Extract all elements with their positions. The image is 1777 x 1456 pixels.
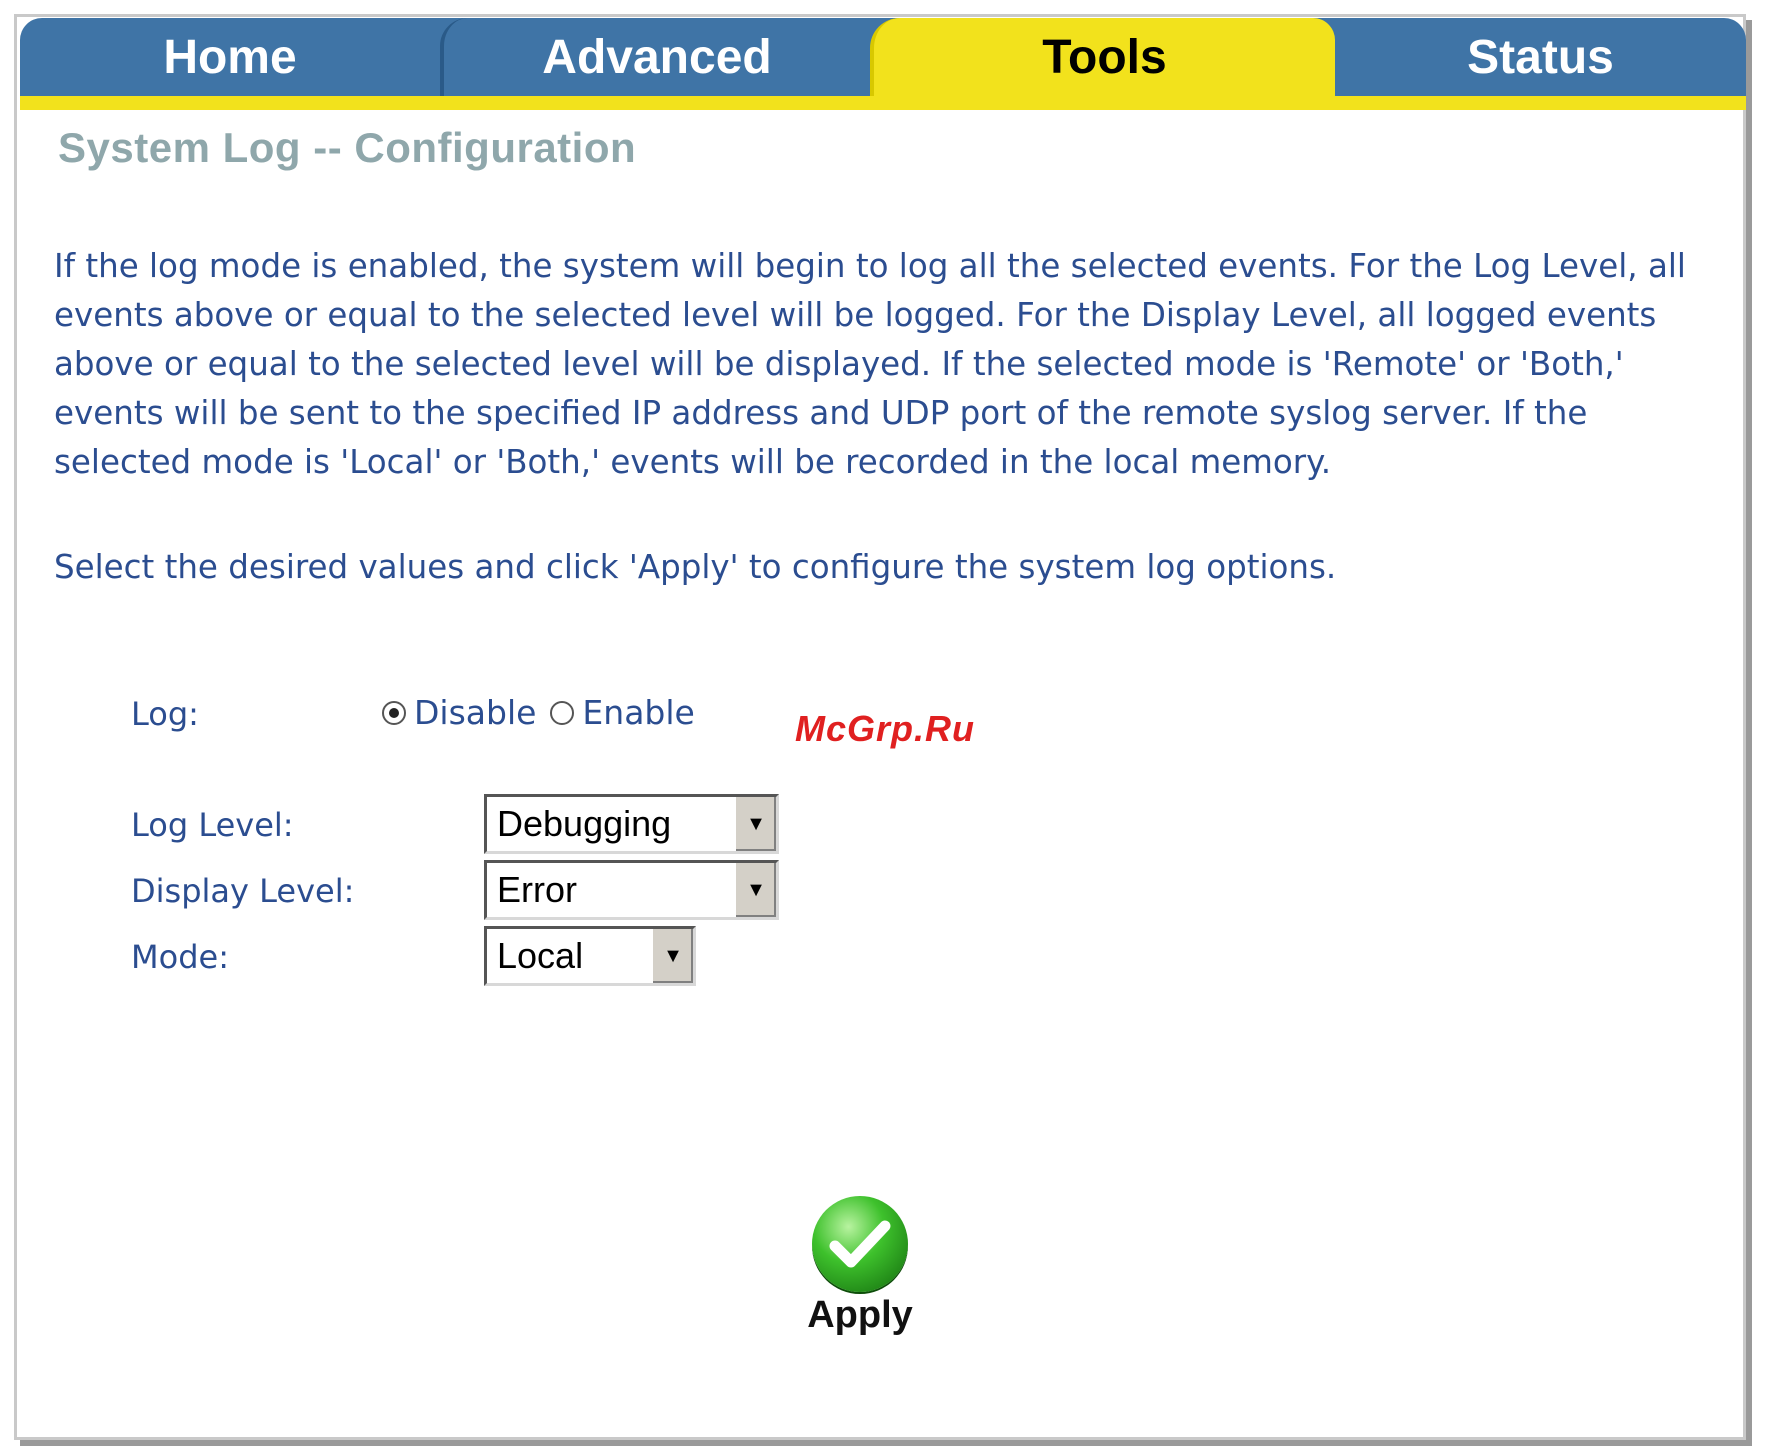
log-disable-option[interactable] (382, 693, 536, 732)
chevron-down-icon[interactable]: ▼ (651, 929, 693, 983)
watermark: McGrp.Ru (795, 708, 976, 749)
apply-button[interactable] (805, 1196, 915, 1337)
log-label: Log: (131, 695, 199, 733)
display-level-select[interactable] (484, 860, 779, 920)
tab-status[interactable]: Status (1467, 30, 1614, 84)
page-title: System Log -- Configuration (58, 124, 637, 171)
log-enable-option[interactable] (550, 693, 694, 732)
display-level-label: Display Level: (131, 872, 355, 910)
apply-label: Apply (807, 1294, 913, 1336)
tab-tools[interactable]: Tools (870, 18, 1335, 96)
radio-disable-label: Disable (414, 693, 537, 732)
log-level-value: Debugging (497, 803, 672, 844)
tab-underline-bar (20, 96, 1746, 110)
log-level-label: Log Level: (131, 806, 294, 844)
checkmark-icon (812, 1196, 908, 1292)
chevron-down-icon[interactable]: ▼ (734, 797, 776, 851)
mode-select[interactable] (484, 926, 696, 986)
mode-label: Mode: (131, 938, 229, 976)
instruction-text: Select the desired values and click 'Apply' to configure the system log options. (54, 548, 1337, 586)
radio-enable[interactable] (550, 701, 574, 725)
display-level-value: Error (497, 869, 577, 910)
mode-value: Local (497, 935, 584, 976)
radio-disable[interactable] (382, 701, 406, 725)
description-text: If the log mode is enabled, the system will begin to log all the selected events. For the Log Level, all events above or equal to the selected level will be logged. For the Display Level, all logged events above or equal to the selected level will be displayed. If the selected mode is 'Remote' or 'Both,' events will be sent to the specified IP address and UDP port of the remote syslog server. If the selected mode is 'Local' or 'Both,' events will be recorded in the local memory. (54, 247, 1686, 481)
chevron-down-icon[interactable]: ▼ (734, 863, 776, 917)
tab-advanced[interactable]: Advanced (440, 18, 870, 96)
log-radio-group (382, 693, 709, 732)
tab-bar (20, 18, 1746, 96)
log-level-select[interactable] (484, 794, 779, 854)
radio-enable-label: Enable (582, 693, 695, 732)
tab-home[interactable]: Home (163, 30, 297, 84)
